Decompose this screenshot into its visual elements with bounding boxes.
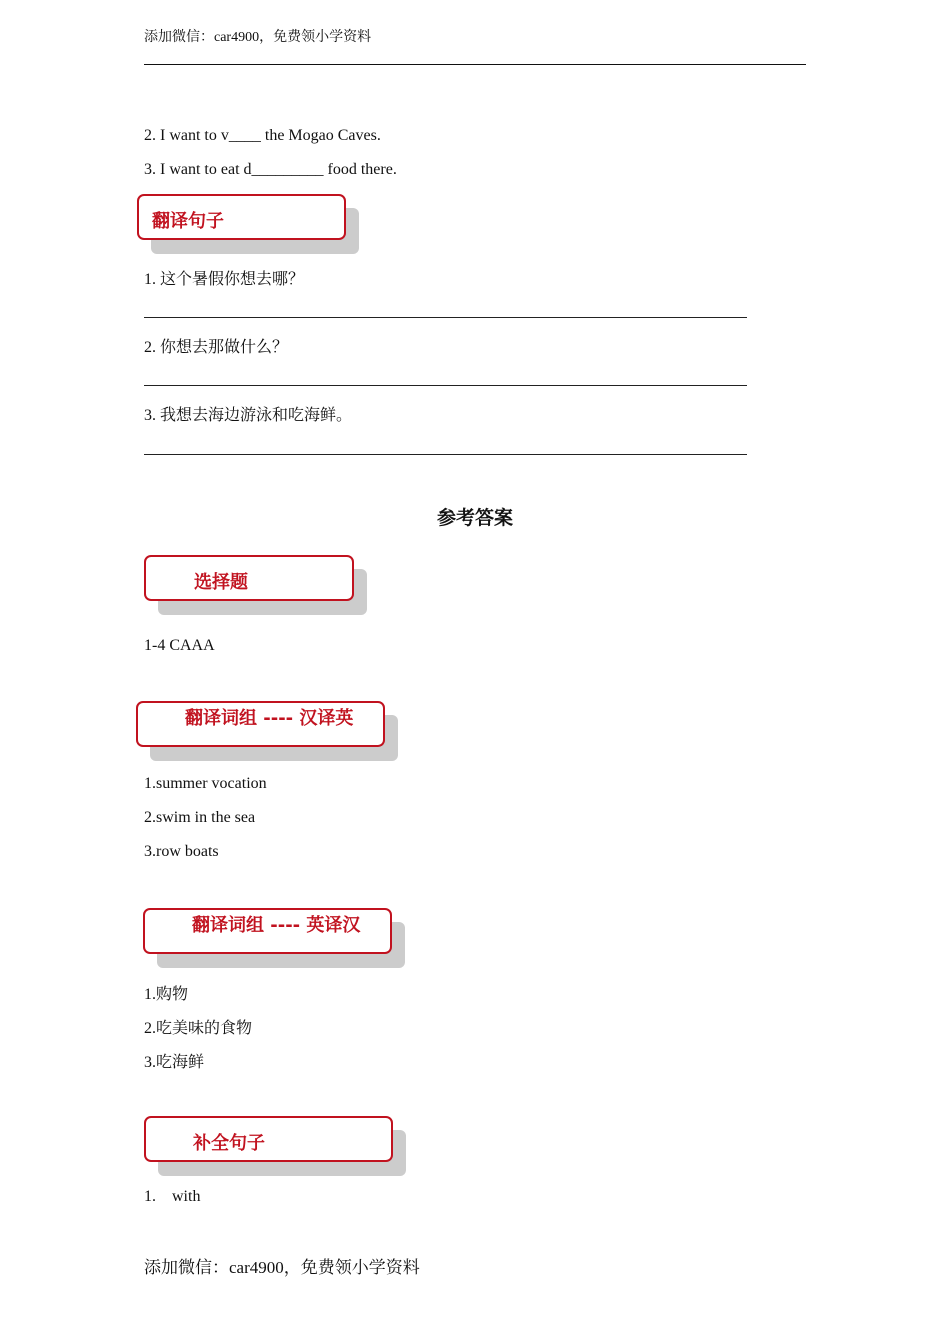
cn-to-en-item-3: 3.row boats [144, 843, 219, 860]
fill-blank-item-3: 3. I want to eat d_________ food there. [144, 161, 397, 178]
en-to-cn-item-2: 2.吃美味的食物 [144, 1020, 253, 1037]
section-title: 翻译词组 ---- 英译汉 [192, 915, 361, 936]
section-title: 翻译词组 ---- 汉译英 [185, 708, 354, 729]
tag-box [143, 908, 392, 954]
section-title: 选择题 [194, 572, 248, 593]
answer-line-1 [144, 317, 747, 318]
answer-line-2 [144, 385, 747, 386]
page-header-text: 添加微信：car4900，免费领小学资料 [144, 30, 372, 45]
tag-box [144, 1116, 393, 1162]
en-to-cn-item-3: 3.吃海鲜 [144, 1054, 205, 1071]
section-tag-cn-to-en [136, 701, 398, 761]
fill-blank-item-2: 2. I want to v____ the Mogao Caves. [144, 127, 381, 144]
answers-title: 参考答案 [436, 508, 513, 529]
tag-box [136, 701, 385, 747]
page-footer-text: 添加微信：car4900，免费领小学资料 [144, 1258, 420, 1277]
translate-question-2: 2. 你想去那做什么？ [144, 339, 289, 356]
complete-sentence-item-1: 1. with [144, 1188, 201, 1205]
section-tag-en-to-cn [143, 908, 405, 968]
tag-box [144, 555, 354, 601]
section-tag-choice [144, 555, 367, 615]
translate-question-1: 1. 这个暑假你想去哪？ [144, 271, 305, 288]
header-divider [144, 64, 806, 65]
section-title: 翻译句子 [152, 211, 224, 232]
section-title: 补全句子 [193, 1133, 265, 1154]
cn-to-en-item-2: 2.swim in the sea [144, 809, 256, 826]
choice-answer: 1-4 CAAA [144, 637, 215, 654]
translate-question-3: 3. 我想去海边游泳和吃海鲜。 [144, 407, 353, 424]
tag-box [137, 194, 346, 240]
cn-to-en-item-1: 1.summer vocation [144, 775, 267, 792]
en-to-cn-item-1: 1.购物 [144, 986, 189, 1003]
section-tag-complete-sentences [144, 1116, 406, 1176]
answer-line-3 [144, 454, 747, 455]
section-tag-translate-sentences [137, 194, 359, 254]
